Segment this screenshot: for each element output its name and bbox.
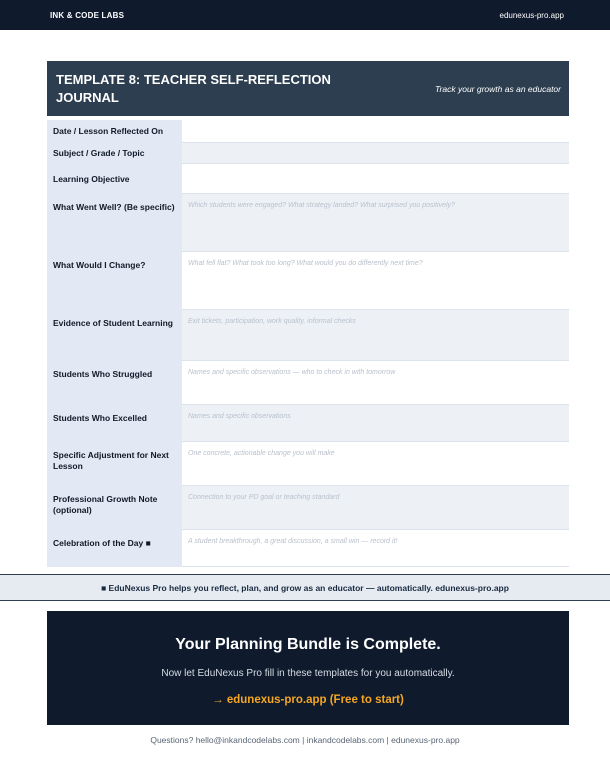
table-row	[47, 530, 569, 567]
site-url[interactable]: edunexus-pro.app	[499, 10, 564, 20]
row-input[interactable]: What fell flat? What took too long? What would you do differently next time?	[182, 252, 569, 310]
row-label: Students Who Excelled	[47, 405, 182, 442]
cta-subheading: Now let EduNexus Pro fill in these templates for you automatically.	[161, 668, 455, 679]
table-row	[47, 405, 569, 442]
row-input[interactable]: Names and specific observations	[182, 405, 569, 442]
top-bar	[0, 0, 610, 30]
page-title: TEMPLATE 8: TEACHER SELF-REFLECTION JOURNAL	[56, 71, 331, 105]
row-input[interactable]: Which students were engaged? What strategy landed? What surprised you positively?	[182, 194, 569, 252]
row-label: Specific Adjustment for Next Lesson	[47, 442, 182, 486]
row-label: Subject / Grade / Topic	[47, 143, 182, 164]
row-input[interactable]: Exit tickets, participation, work quality, informal checks	[182, 310, 569, 361]
row-input[interactable]	[182, 164, 569, 194]
promo-text: ■ EduNexus Pro helps you reflect, plan, and grow as an educator — automatically. edunexus-pro.app	[101, 582, 509, 593]
cta-panel	[47, 611, 569, 725]
page-tagline: Track your growth as an educator	[435, 83, 561, 94]
cta-link[interactable]: → edunexus-pro.app (Free to start)	[212, 694, 404, 706]
row-label: Learning Objective	[47, 164, 182, 194]
row-label: Evidence of Student Learning	[47, 310, 182, 361]
row-input[interactable]: A student breakthrough, a great discussion, a small win — record it!	[182, 530, 569, 567]
cta-heading: Your Planning Bundle is Complete.	[175, 636, 441, 653]
row-label: What Went Well? (Be specific)	[47, 194, 182, 252]
row-label: Professional Growth Note (optional)	[47, 486, 182, 530]
row-input[interactable]	[182, 120, 569, 143]
table-row	[47, 361, 569, 405]
reflection-table	[47, 120, 569, 567]
table-row	[47, 164, 569, 194]
footer-contact: Questions? hello@inkandcodelabs.com | inkandcodelabs.com | edunexus-pro.app	[150, 735, 460, 745]
row-input[interactable]	[182, 143, 569, 164]
template-header	[47, 61, 569, 116]
table-row	[47, 486, 569, 530]
row-label: Date / Lesson Reflected On	[47, 120, 182, 143]
row-label: Students Who Struggled	[47, 361, 182, 405]
table-row	[47, 143, 569, 164]
table-row	[47, 252, 569, 310]
table-row	[47, 120, 569, 143]
table-row	[47, 194, 569, 252]
row-input[interactable]: One concrete, actionable change you will make	[182, 442, 569, 486]
row-input[interactable]: Names and specific observations — who to check in with tomorrow	[182, 361, 569, 405]
row-label: Celebration of the Day ■	[47, 530, 182, 567]
row-input[interactable]: Connection to your PD goal or teaching standard	[182, 486, 569, 530]
row-label: What Would I Change?	[47, 252, 182, 310]
promo-banner	[0, 574, 610, 601]
table-row	[47, 310, 569, 361]
brand-name: INK & CODE LABS	[50, 10, 125, 20]
table-row	[47, 442, 569, 486]
